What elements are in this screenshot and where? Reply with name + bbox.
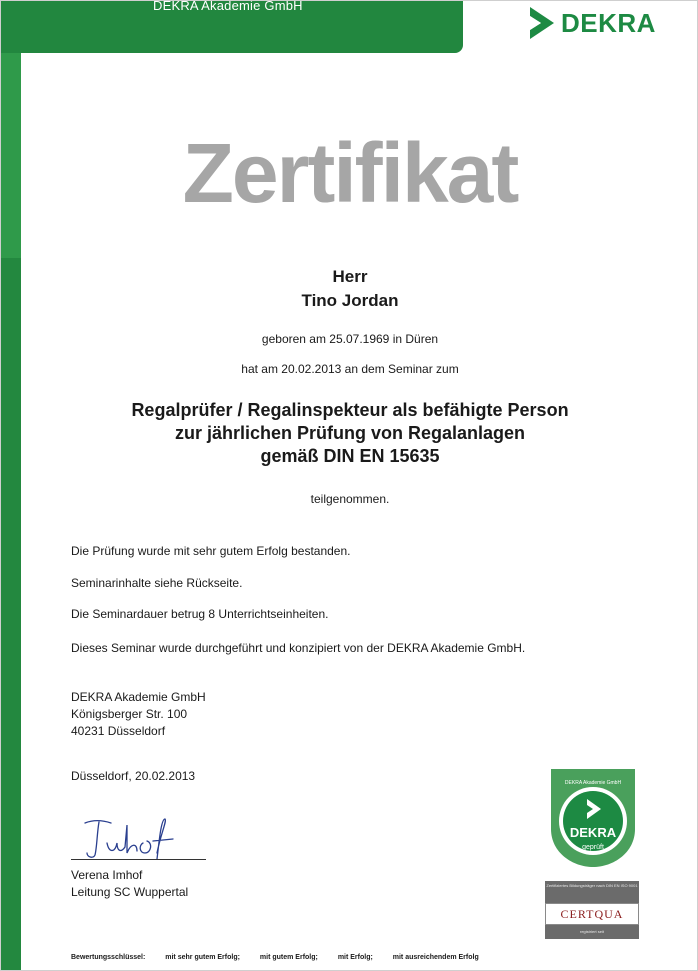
contents-paragraph: Seminarinhalte siehe Rückseite. xyxy=(71,576,243,590)
organizer-paragraph: Dieses Seminar wurde durchgeführt und konzipiert von der DEKRA Akademie GmbH. xyxy=(71,641,526,655)
signature-line xyxy=(71,859,206,860)
seal-brand: DEKRA xyxy=(569,825,617,840)
address-line: DEKRA Akademie GmbH xyxy=(71,690,206,704)
grading-key-label: Bewertungsschlüssel: xyxy=(71,954,146,961)
birth-info: geboren am 25.07.1969 in Düren xyxy=(261,332,439,346)
course-line: Regalprüfer / Regalinspekteur als befähigte Person xyxy=(131,400,569,420)
grading-key xyxy=(71,954,497,961)
certificate-title: Zertifikat xyxy=(182,126,518,220)
header-company-name: DEKRA Akademie GmbH xyxy=(153,0,303,13)
address-line: Königsberger Str. 100 xyxy=(71,707,188,721)
dekra-brand-text: DEKRA xyxy=(561,7,656,38)
certqua-top-text: Zertifiziertes Bildungsträger nach DIN EN ISO 9001 xyxy=(545,881,639,903)
seminar-intro: hat am 20.02.2013 an dem Seminar zum xyxy=(241,362,459,376)
signer-block xyxy=(71,867,188,901)
grading-key-item: mit ausreichendem Erfolg xyxy=(392,954,479,961)
signer-role: Leitung SC Wuppertal xyxy=(71,885,189,899)
grading-key-item: mit gutem Erfolg; xyxy=(259,954,318,961)
grading-key-item: mit Erfolg; xyxy=(337,954,373,961)
result-paragraph: Die Prüfung wurde mit sehr gutem Erfolg bestanden. xyxy=(71,544,351,558)
signer-name: Verena Imhof xyxy=(71,868,143,882)
grading-key-item: mit sehr gutem Erfolg; xyxy=(165,954,240,961)
address-line: 40231 Düsseldorf xyxy=(71,724,166,738)
dekra-arrow-icon xyxy=(527,5,557,41)
dekra-logo xyxy=(527,5,656,41)
certqua-badge xyxy=(545,881,639,941)
recipient-name: Tino Jordan xyxy=(301,291,399,310)
place-date: Düsseldorf, 20.02.2013 xyxy=(71,769,196,783)
certqua-bottom-text: registriert seit xyxy=(545,925,639,939)
course-line: gemäß DIN EN 15635 xyxy=(260,446,440,466)
certqua-label: CERTQUA xyxy=(545,903,639,925)
handwritten-signature xyxy=(81,813,191,863)
issuer-address xyxy=(71,689,206,740)
seal-sub: geprüft xyxy=(582,844,604,851)
seal-ring: DEKRA Akademie GmbH xyxy=(564,780,622,786)
duration-paragraph: Die Seminardauer betrug 8 Unterrichtseinheiten. xyxy=(71,607,329,621)
header-bar xyxy=(1,1,463,53)
dekra-seal xyxy=(551,769,635,867)
course-title xyxy=(1,399,698,468)
salutation: Herr xyxy=(332,267,368,286)
course-line: zur jährlichen Prüfung von Regalanlagen xyxy=(174,423,526,443)
participated-text: teilgenommen. xyxy=(310,492,390,506)
